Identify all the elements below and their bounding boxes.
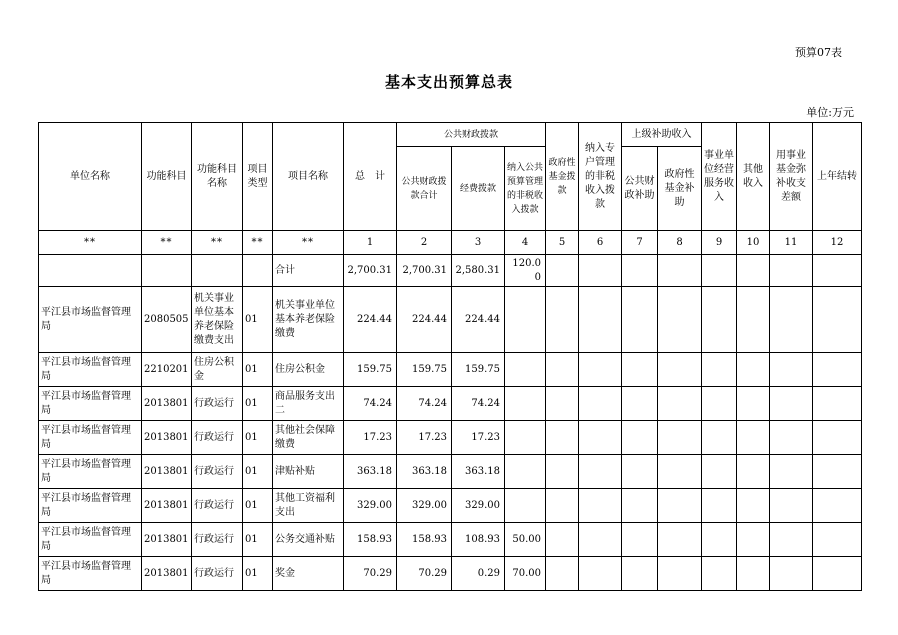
empty-cell [702,523,737,557]
index-cell: 3 [452,231,505,255]
cell-func-name: 行政运行 [192,421,243,455]
header-item-name: 项目名称 [273,123,344,231]
header-upper-subsidy: 上级补助收入 [622,123,702,147]
index-cell: ** [39,231,142,255]
cell-func-code: 2013801 [142,421,192,455]
empty-cell [737,557,770,591]
empty-cell [622,255,658,287]
cell-total: 70.29 [344,557,397,591]
cell-item-name: 其他社会保障缴费 [273,421,344,455]
cell-funding: 74.24 [452,387,505,421]
index-cell: 11 [770,231,813,255]
empty-cell [579,523,622,557]
empty-cell [546,387,579,421]
header-public-fiscal: 公共财政拨款 [397,123,546,147]
total-cell-nontax: 120.00 [505,255,546,287]
page-title: 基本支出预算总表 [384,73,513,91]
header-total: 总 计 [344,123,397,231]
cell-item-type: 01 [243,387,273,421]
header-fund-offset: 用事业基金弥补收支差额 [770,123,813,231]
cell-func-code: 2013801 [142,455,192,489]
empty-cell [702,557,737,591]
header-row-1 [39,123,862,147]
index-cell: 8 [658,231,702,255]
cell-nontax [505,287,546,353]
empty-cell [813,455,862,489]
empty-cell [622,353,658,387]
cell-item-name: 机关事业单位基本养老保险缴费 [273,287,344,353]
empty-cell [579,353,622,387]
table-row [39,421,862,455]
cell-total: 159.75 [344,353,397,387]
empty-cell [546,557,579,591]
empty-cell [546,421,579,455]
empty-cell [546,255,579,287]
header-func-name: 功能科目名称 [192,123,243,231]
cell-item-name: 住房公积金 [273,353,344,387]
cell-nontax [505,489,546,523]
empty-cell [813,353,862,387]
empty-cell [770,353,813,387]
empty-cell [813,523,862,557]
cell-public-sum: 17.23 [397,421,452,455]
header-func-code: 功能科目 [142,123,192,231]
cell-public-sum: 74.24 [397,387,452,421]
cell-func-name: 行政运行 [192,557,243,591]
empty-cell [622,421,658,455]
empty-cell [737,455,770,489]
cell-public-sum: 224.44 [397,287,452,353]
cell-nontax: 70.00 [505,557,546,591]
empty-cell [658,387,702,421]
empty-cell [546,523,579,557]
empty-cell [579,489,622,523]
total-row [39,255,862,287]
empty-cell [546,455,579,489]
cell-func-name: 机关事业单位基本养老保险缴费支出 [192,287,243,353]
index-cell: 1 [344,231,397,255]
empty-cell [546,287,579,353]
empty-cell [737,523,770,557]
empty-cell [658,353,702,387]
header-business-income: 事业单位经营服务收入 [702,123,737,231]
index-cell: 4 [505,231,546,255]
total-cell-public-sum: 2,700.31 [397,255,452,287]
total-cell-funding: 2,580.31 [452,255,505,287]
empty-cell [702,421,737,455]
cell-funding: 363.18 [452,455,505,489]
empty-cell [622,489,658,523]
empty-cell [622,557,658,591]
empty-cell [702,255,737,287]
cell-item-name: 津贴补贴 [273,455,344,489]
cell-func-code: 2013801 [142,557,192,591]
empty-cell [737,421,770,455]
empty-cell [770,287,813,353]
total-cell-unit [39,255,142,287]
empty-cell [546,489,579,523]
total-cell-type [243,255,273,287]
cell-func-code: 2013801 [142,387,192,421]
cell-func-name: 行政运行 [192,489,243,523]
empty-cell [658,523,702,557]
table-row [39,455,862,489]
cell-total: 329.00 [344,489,397,523]
cell-nontax [505,387,546,421]
cell-func-code: 2013801 [142,489,192,523]
cell-funding: 17.23 [452,421,505,455]
cell-item-name: 公务交通补贴 [273,523,344,557]
table-row [39,489,862,523]
empty-cell [622,455,658,489]
empty-cell [579,255,622,287]
empty-cell [770,255,813,287]
header-gov-fund: 政府性基金拨款 [546,123,579,231]
total-cell-func [192,255,243,287]
empty-cell [813,255,862,287]
empty-cell [737,387,770,421]
empty-cell [658,287,702,353]
cell-item-type: 01 [243,287,273,353]
index-cell: 7 [622,231,658,255]
cell-item-type: 01 [243,523,273,557]
empty-cell [737,255,770,287]
empty-cell [579,387,622,421]
index-cell: ** [243,231,273,255]
empty-cell [622,523,658,557]
cell-func-code: 2080505 [142,287,192,353]
cell-public-sum: 329.00 [397,489,452,523]
empty-cell [770,557,813,591]
cell-nontax [505,353,546,387]
empty-cell [737,489,770,523]
cell-public-sum: 159.75 [397,353,452,387]
empty-cell [770,387,813,421]
header-item-type: 项目类型 [243,123,273,231]
empty-cell [658,489,702,523]
index-row [39,231,862,255]
index-cell: 5 [546,231,579,255]
empty-cell [737,353,770,387]
cell-item-type: 01 [243,421,273,455]
index-cell: ** [142,231,192,255]
empty-cell [702,489,737,523]
table-row [39,287,862,353]
empty-cell [770,455,813,489]
cell-public-sum: 158.93 [397,523,452,557]
cell-func-code: 2013801 [142,523,192,557]
empty-cell [813,421,862,455]
index-cell: ** [192,231,243,255]
empty-cell [658,255,702,287]
cell-item-type: 01 [243,455,273,489]
cell-total: 17.23 [344,421,397,455]
budget-table [38,122,862,591]
header-public-fiscal-sum: 公共财政拨款合计 [397,147,452,231]
table-body [39,231,862,591]
cell-funding: 108.93 [452,523,505,557]
cell-item-name: 其他工资福利支出 [273,489,344,523]
empty-cell [579,287,622,353]
header-other-income: 其他收入 [737,123,770,231]
empty-cell [813,489,862,523]
cell-funding: 329.00 [452,489,505,523]
empty-cell [813,557,862,591]
cell-unit-name: 平江县市场监督管理局 [39,421,142,455]
empty-cell [702,455,737,489]
header-upper-public-fiscal: 公共财政补助 [622,147,658,231]
table-row [39,557,862,591]
empty-cell [702,387,737,421]
cell-unit-name: 平江县市场监督管理局 [39,287,142,353]
cell-item-name: 奖金 [273,557,344,591]
cell-nontax: 50.00 [505,523,546,557]
index-cell: 2 [397,231,452,255]
table-row [39,353,862,387]
cell-public-sum: 70.29 [397,557,452,591]
cell-func-name: 行政运行 [192,387,243,421]
empty-cell [579,455,622,489]
cell-item-type: 01 [243,489,273,523]
empty-cell [770,489,813,523]
total-cell-code [142,255,192,287]
cell-func-name: 行政运行 [192,455,243,489]
header-funding: 经费拨款 [452,147,505,231]
index-cell: 12 [813,231,862,255]
header-nontax-in-budget: 纳入公共预算管理的非税收入拨款 [505,147,546,231]
cell-unit-name: 平江县市场监督管理局 [39,523,142,557]
cell-unit-name: 平江县市场监督管理局 [39,455,142,489]
cell-total: 224.44 [344,287,397,353]
cell-func-code: 2210201 [142,353,192,387]
cell-total: 158.93 [344,523,397,557]
empty-cell [579,557,622,591]
empty-cell [579,421,622,455]
empty-cell [770,523,813,557]
table-row [39,387,862,421]
empty-cell [546,353,579,387]
empty-cell [737,287,770,353]
empty-cell [813,387,862,421]
cell-item-name: 商品服务支出二 [273,387,344,421]
cell-item-type: 01 [243,557,273,591]
total-label: 合计 [273,255,344,287]
cell-unit-name: 平江县市场监督管理局 [39,353,142,387]
cell-funding: 0.29 [452,557,505,591]
empty-cell [702,353,737,387]
empty-cell [770,421,813,455]
cell-funding: 224.44 [452,287,505,353]
form-number: 预算07表 [795,46,842,59]
cell-total: 363.18 [344,455,397,489]
cell-total: 74.24 [344,387,397,421]
empty-cell [622,287,658,353]
table-row [39,523,862,557]
cell-funding: 159.75 [452,353,505,387]
cell-unit-name: 平江县市场监督管理局 [39,387,142,421]
empty-cell [702,287,737,353]
cell-unit-name: 平江县市场监督管理局 [39,489,142,523]
header-unit-name: 单位名称 [39,123,142,231]
unit-label: 单位:万元 [806,106,854,119]
total-cell-total: 2,700.31 [344,255,397,287]
index-cell: 6 [579,231,622,255]
empty-cell [658,421,702,455]
cell-unit-name: 平江县市场监督管理局 [39,557,142,591]
empty-cell [658,455,702,489]
cell-nontax [505,421,546,455]
empty-cell [658,557,702,591]
cell-func-name: 住房公积金 [192,353,243,387]
empty-cell [813,287,862,353]
cell-nontax [505,455,546,489]
header-upper-gov-fund: 政府性基金补助 [658,147,702,231]
cell-func-name: 行政运行 [192,523,243,557]
index-cell: ** [273,231,344,255]
empty-cell [622,387,658,421]
index-cell: 10 [737,231,770,255]
cell-item-type: 01 [243,353,273,387]
cell-public-sum: 363.18 [397,455,452,489]
header-carryover: 上年结转 [813,123,862,231]
index-cell: 9 [702,231,737,255]
header-nontax-special: 纳入专户管理的非税收入拨款 [579,123,622,231]
